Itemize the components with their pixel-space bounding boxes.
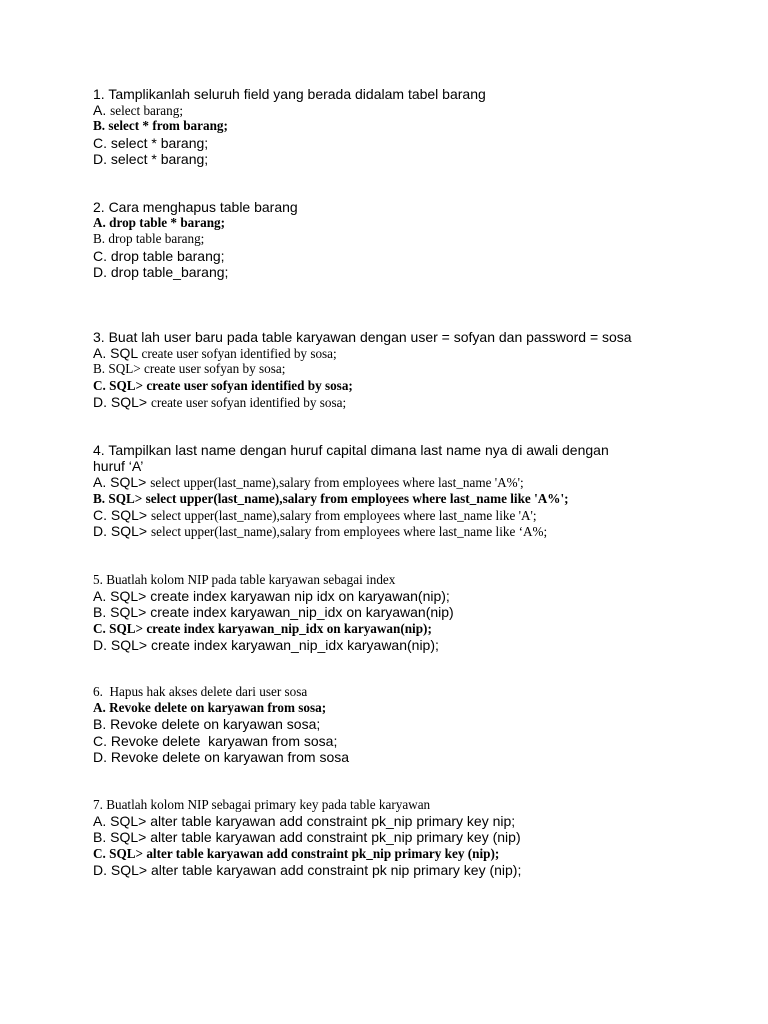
option-prefix: B. SQL> <box>93 829 151 846</box>
question-5 <box>93 572 454 653</box>
question-7 <box>93 797 521 878</box>
question-2-prompt: 2. Cara menghapus table barang <box>93 199 298 215</box>
option-text: create user sofyan by sosa; <box>144 361 286 377</box>
question-3-prompt: 3. Buat lah user baru pada table karyawan dengan user = sofyan dan password = sosa <box>93 329 632 345</box>
option-text: alter table karyawan add constraint pk_nip primary key (nip) <box>150 829 521 846</box>
option-text: Revoke delete on karyawan from sosa <box>110 748 350 765</box>
option-text: select * barang; <box>110 134 209 151</box>
option-text: select upper(last_name),salary from employees where last_name 'A%'; <box>150 475 524 491</box>
option-text: Revoke delete on karyawan from sosa; <box>109 700 327 716</box>
option-prefix: C. SQL> <box>93 620 147 636</box>
question-5-option-a <box>93 588 454 604</box>
option-prefix: D. SQL> <box>93 636 151 653</box>
question-5-option-d <box>93 637 454 653</box>
question-4-prompt-line-1: 4. Tampilkan last name dengan huruf capital dimana last name nya di awali dengan <box>93 442 609 458</box>
question-6-option-d <box>93 749 349 765</box>
question-2 <box>93 199 298 280</box>
option-text: drop table * barang; <box>109 215 226 231</box>
question-4-option-c <box>93 507 609 523</box>
option-prefix: D. SQL> <box>93 861 151 878</box>
question-3-option-c-correct <box>93 378 632 394</box>
option-text: alter table karyawan add constraint pk_nip primary key (nip); <box>146 845 500 861</box>
question-6-option-c <box>93 733 349 749</box>
question-3-option-a <box>93 345 632 361</box>
question-2-option-c <box>93 248 298 264</box>
question-4 <box>93 442 609 539</box>
option-prefix: D. <box>93 263 111 280</box>
question-1-option-c <box>93 135 486 151</box>
option-prefix: C. SQL> <box>93 377 147 393</box>
question-2-option-a-correct <box>93 215 298 231</box>
option-text: select upper(last_name),salary from employees where last_name like ‘A%; <box>150 523 548 539</box>
option-prefix: D. SQL> <box>93 393 151 410</box>
option-prefix: C. <box>93 134 111 151</box>
question-1-prompt: 1. Tamplikanlah seluruh field yang berada didalam tabel barang <box>93 86 486 102</box>
option-text: Revoke delete on karyawan sosa; <box>110 716 321 733</box>
question-3-option-b <box>93 361 632 377</box>
option-text: drop table barang; <box>108 231 205 247</box>
option-prefix: B. SQL> <box>93 490 146 506</box>
option-prefix: C. SQL> <box>93 506 151 523</box>
question-7-option-d <box>93 862 521 878</box>
option-text: select barang; <box>110 103 183 119</box>
question-7-option-c-correct <box>93 846 521 862</box>
option-prefix: D. SQL> <box>93 522 151 539</box>
question-4-prompt-line-2: huruf ‘A’ <box>93 458 144 475</box>
option-prefix: C. SQL> <box>93 845 147 861</box>
question-1-option-a <box>93 102 486 118</box>
option-prefix: A. <box>93 215 110 231</box>
option-text: create user sofyan identified by sosa; <box>150 394 347 410</box>
option-prefix: C. <box>93 732 111 749</box>
option-text: alter table karyawan add constraint pk_nip primary key nip; <box>150 813 516 830</box>
question-6-prompt: 6. Hapus hak akses delete dari user sosa <box>93 684 308 699</box>
question-5-prompt: 5. Buatlah kolom NIP pada table karyawan sebagai index <box>93 572 396 587</box>
option-text: create index karyawan nip idx on karyawan(nip); <box>150 588 450 605</box>
option-prefix: A. SQL <box>93 345 142 362</box>
question-6-option-b <box>93 716 349 732</box>
question-7-option-b <box>93 829 521 845</box>
question-1 <box>93 86 486 167</box>
option-prefix: A. <box>93 700 110 716</box>
option-text: create user sofyan identified by sosa; <box>141 346 337 362</box>
option-text: create user sofyan identified by sosa; <box>146 377 353 393</box>
option-prefix: A. SQL> <box>93 813 151 830</box>
question-2-option-d <box>93 264 298 280</box>
question-6 <box>93 684 349 765</box>
option-prefix: B. <box>93 231 109 247</box>
option-text: select upper(last_name),salary from employees where last_name like 'A'; <box>150 507 537 523</box>
question-4-option-b-correct <box>93 491 609 507</box>
question-1-option-b-correct <box>93 118 486 134</box>
question-4-option-d <box>93 523 609 539</box>
question-7-option-a <box>93 813 521 829</box>
option-text: create index karyawan_nip_idx karyawan(nip); <box>150 636 439 653</box>
option-text: select * from barang; <box>108 118 228 134</box>
question-7-prompt: 7. Buatlah kolom NIP sebagai primary key pada table karyawan <box>93 797 431 812</box>
option-prefix: C. <box>93 247 111 264</box>
option-prefix: B. <box>93 716 111 733</box>
option-text: create index karyawan_nip_idx on karyawan(nip); <box>146 620 432 636</box>
question-6-option-a-correct <box>93 700 349 716</box>
question-5-option-b <box>93 604 454 620</box>
option-text: select * barang; <box>110 150 209 167</box>
option-prefix: A. SQL> <box>93 588 151 605</box>
question-3-option-d <box>93 394 632 410</box>
question-2-option-b <box>93 231 298 247</box>
option-prefix: D. <box>93 748 111 765</box>
option-text: Revoke delete karyawan from sosa; <box>110 732 338 749</box>
question-5-option-c-correct <box>93 621 454 637</box>
option-prefix: D. <box>93 150 111 167</box>
option-text: drop table barang; <box>110 247 225 264</box>
question-3 <box>93 329 632 410</box>
option-text: select upper(last_name),salary from employees where last_name like 'A%'; <box>145 490 569 506</box>
option-prefix: B. SQL> <box>93 361 145 377</box>
option-prefix: B. <box>93 118 109 134</box>
question-1-option-d <box>93 151 486 167</box>
option-text: alter table karyawan add constraint pk nip primary key (nip); <box>150 861 522 878</box>
option-text: drop table_barang; <box>110 263 229 280</box>
option-prefix: B. SQL> <box>93 604 151 621</box>
option-prefix: A. SQL> <box>93 474 151 491</box>
option-prefix: A. <box>93 102 111 119</box>
option-text: create index karyawan_nip_idx on karyawan(nip) <box>150 604 454 621</box>
question-4-option-a <box>93 474 609 490</box>
